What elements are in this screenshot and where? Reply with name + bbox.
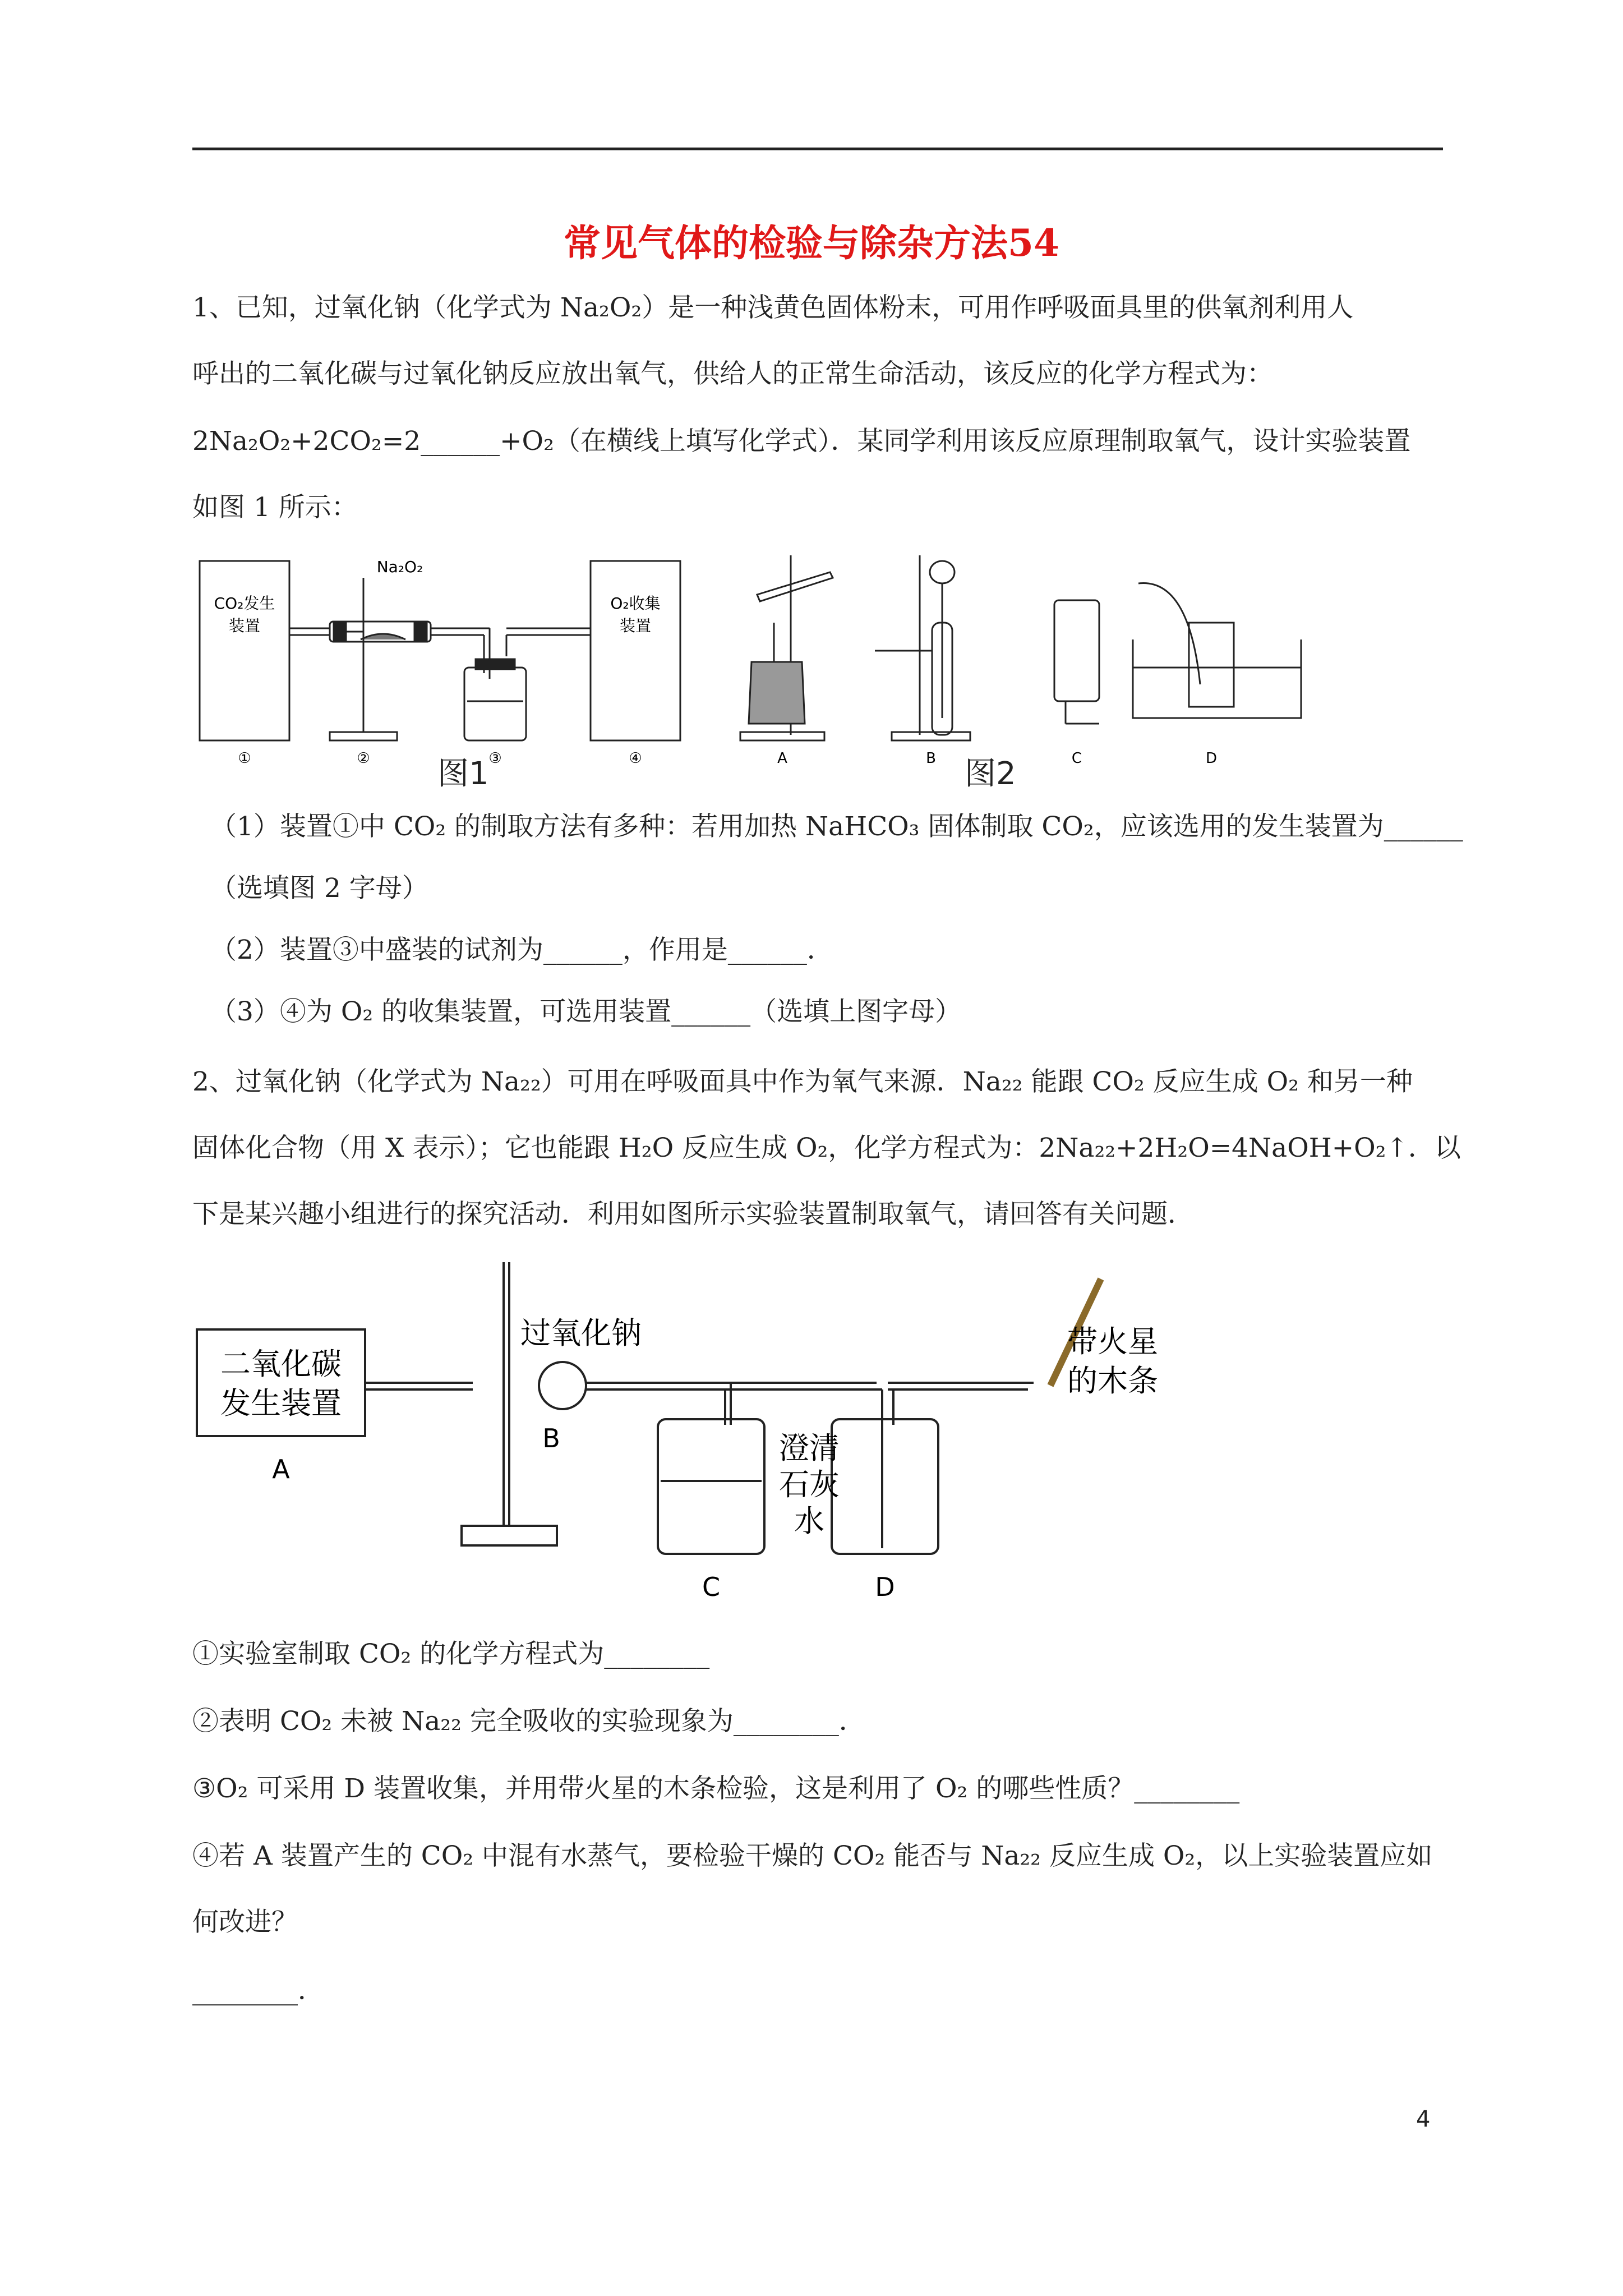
co2-generator-box — [200, 561, 289, 740]
fig3-label-a: A — [272, 1454, 290, 1484]
q1-line4: 如图 1 所示： — [192, 492, 358, 523]
fig3-limewater-l3: 水 — [794, 1503, 824, 1539]
header-rule — [192, 148, 1443, 150]
q2-s4a: ④若 A 装置产生的 CO₂ 中混有水蒸气，要检验干燥的 CO₂ 能否与 Na₂₂ 反应生成 O₂，以上实验装置应如 — [192, 1841, 1433, 1871]
figure-1 — [192, 539, 759, 780]
fig1-box4-l2: 装置 — [619, 616, 652, 635]
q2-s4c: ________． — [192, 1975, 324, 2006]
fig1-num-3: ③ — [488, 750, 502, 767]
page-title: 常见气体的检验与除杂方法54 — [564, 221, 1059, 265]
q1-sub1-a: （1）装置①中 CO₂ 的制取方法有多种：若用加热 NaHCO₃ 固体制取 CO₂，应该选用的发生装置为______ — [210, 811, 1463, 842]
fig1-num-2: ② — [357, 750, 370, 767]
fig3-reagent: 过氧化钠 — [520, 1315, 642, 1351]
fig2-caption: 图2 — [965, 756, 1016, 792]
fig3-label-d: D — [875, 1572, 895, 1602]
q2-line1: 2、过氧化钠（化学式为 Na₂₂）可用在呼吸面具中作为氧气来源．Na₂₂ 能跟 CO₂ 反应生成 O₂ 和另一种 — [192, 1066, 1413, 1097]
q2-s1: ①实验室制取 CO₂ 的化学方程式为________ — [192, 1639, 710, 1669]
figure-3 — [192, 1257, 1158, 1616]
fig2-letter-b: B — [926, 750, 936, 767]
fig1-box1-l2: 装置 — [228, 616, 261, 635]
tube-a — [757, 572, 833, 601]
fig1-box1-l1: CO₂发生 — [214, 594, 275, 613]
q1-line2: 呼出的二氧化碳与过氧化钠反应放出氧气，供给人的正常生命活动，该反应的化学方程式为： — [192, 358, 1273, 389]
figure-2 — [707, 539, 1447, 780]
fig2-letter-a: A — [777, 750, 787, 767]
fig3-stick-l1: 带火星 — [1067, 1324, 1158, 1359]
fig3-stick-l2: 的木条 — [1067, 1363, 1158, 1398]
fig2-letter-d: D — [1205, 750, 1218, 767]
bottle-d — [1189, 623, 1234, 707]
q1-sub3: （3）④为 O₂ 的收集装置，可选用装置______（选填上图字母） — [210, 996, 962, 1027]
q1-line1: 1、已知，过氧化钠（化学式为 Na₂O₂）是一种浅黄色固体粉末，可用作呼吸面具里的供氧剂利用人 — [192, 292, 1354, 323]
fig3-boxA-l1: 二氧化碳 — [220, 1346, 342, 1382]
q2-s4b: 何改进？ — [192, 1907, 298, 1938]
fig3-limewater-l2: 石灰 — [779, 1467, 840, 1502]
collection-bottle-d — [832, 1419, 938, 1554]
fig3-label-c: C — [702, 1572, 721, 1602]
fig1-num-1: ① — [238, 750, 251, 767]
q2-line2: 固体化合物（用 X 表示）；它也能跟 H₂O 反应生成 O₂，化学方程式为：2Na₂₂+2H₂O=4NaOH+O₂↑．以 — [192, 1133, 1461, 1163]
page-number: 4 — [1416, 2106, 1431, 2132]
q1-sub1-b: （选填图 2 字母） — [210, 873, 428, 904]
fig3-limewater-l1: 澄清 — [779, 1430, 840, 1466]
fig1-reagent: Na₂O₂ — [376, 558, 423, 576]
bottle-c — [1054, 600, 1099, 701]
o2-collector-box — [591, 561, 680, 740]
fig1-num-4: ④ — [629, 750, 642, 767]
fig3-label-b: B — [542, 1423, 560, 1453]
fig1-box4-l1: O₂收集 — [610, 594, 661, 613]
fig3-boxA-l2: 发生装置 — [220, 1386, 342, 1421]
fig1-caption: 图1 — [437, 756, 489, 792]
na2o2-tube-b — [539, 1362, 586, 1409]
q1-sub2: （2）装置③中盛装的试剂为______，作用是______． — [210, 935, 833, 965]
q1-line3: 2Na₂O₂+2CO₂=2______+O₂（在横线上填写化学式）．某同学利用该反应原理制取氧气，设计实验装置 — [192, 426, 1411, 457]
limewater-bottle-c — [658, 1419, 764, 1554]
wash-bottle — [464, 668, 526, 740]
q2-s2: ②表明 CO₂ 未被 Na₂₂ 完全吸收的实验现象为________． — [192, 1706, 865, 1737]
fig2-letter-c: C — [1071, 750, 1082, 767]
q2-line3: 下是某兴趣小组进行的探究活动．利用如图所示实验装置制取氧气，请回答有关问题． — [192, 1199, 1194, 1230]
q2-s3: ③O₂ 可采用 D 装置收集，并用带火星的木条检验，这是利用了 O₂ 的哪些性质？________ — [192, 1773, 1240, 1804]
